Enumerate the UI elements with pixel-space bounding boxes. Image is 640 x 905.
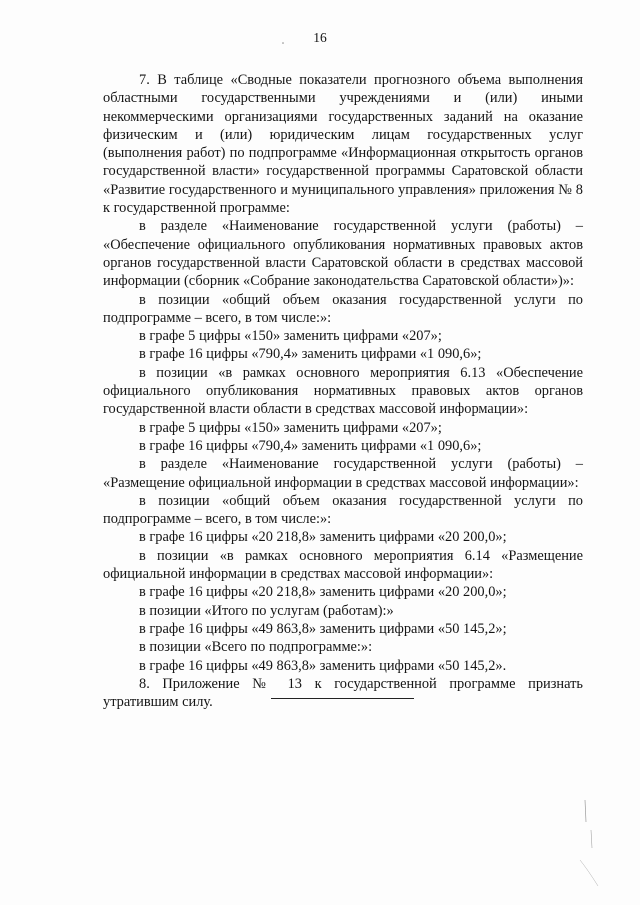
paragraph-column-16-change: в графе 16 цифры «790,4» заменить цифрами «1 090,6»; [139, 437, 482, 454]
paragraph-position-subprogram-total: в позиции «Всего по подпрограмме:»: [139, 639, 373, 656]
paragraph-column-16-change: в графе 16 цифры «49 863,8» заменить цифрами «50 145,2». [139, 657, 507, 674]
paragraph-position-total: в позиции «общий объем оказания государственной услуги по подпрограмме – всего, в том числе:»: [103, 291, 583, 326]
paragraph-column-5-change: в графе 5 цифры «150» заменить цифрами «207»; [139, 419, 442, 436]
paragraph-item-7: 7. В таблице «Сводные показатели прогнозного объема выполнения областными государственными учреждениями и (или) иными некоммерческими организациями государственных заданий на оказание физическим и (или) юридическим лицам государственных услуг (выполнения работ) по подпрограмме «Информационная открытость органов государственной власти» государственной программы Саратовской области «Развитие государственного и муниципального управления» приложения № 8 к государственной программе: [103, 72, 583, 217]
paragraph-column-16-change: в графе 16 цифры «49 863,8» заменить цифрами «50 145,2»; [139, 620, 507, 637]
paragraph-column-16-change: в графе 16 цифры «790,4» заменить цифрами «1 090,6»; [139, 346, 482, 363]
scan-speck [280, 40, 286, 46]
scan-artifact-marks [560, 790, 620, 890]
paragraph-position-6-14: в позиции «в рамках основного мероприятия 6.14 «Размещение официальной информации в средствах массовой информации»: [103, 547, 583, 583]
page-number: 16 [313, 30, 327, 45]
paragraph-column-16-change: в графе 16 цифры «20 218,8» заменить цифрами «20 200,0»; [139, 529, 507, 546]
separator-line [271, 698, 414, 699]
paragraph-item-8: 8. Приложение № 13 к государственной программе признать утратившим силу. [103, 675, 583, 711]
paragraph-column-16-change: в графе 16 цифры «20 218,8» заменить цифрами «20 200,0»; [139, 584, 507, 601]
document-body [103, 71, 583, 711]
paragraph-position-6-13: в позиции «в рамках основного мероприятия 6.13 «Обеспечение официального опубликования нормативных правовых актов органов государственной власти области в средствах массовой информации»: [103, 364, 583, 418]
paragraph-section-placement: в разделе «Наименование государственной услуги (работы) – «Размещение официальной информации в средствах массовой информации»: [103, 456, 583, 491]
paragraph-section-publication: в разделе «Наименование государственной услуги (работы) – «Обеспечение официального опубликования нормативных правовых актов органов государственной власти Саратовской области в средствах массовой информации (сборник «Собрание законодательства Саратовской области»)»: [103, 218, 583, 290]
paragraph-column-5-change: в графе 5 цифры «150» заменить цифрами «207»; [139, 328, 442, 345]
paragraph-position-services-total: в позиции «Итого по услугам (работам):» [139, 602, 394, 619]
paragraph-position-total: в позиции «общий объем оказания государственной услуги по подпрограмме – всего, в том числе:»: [103, 492, 583, 528]
